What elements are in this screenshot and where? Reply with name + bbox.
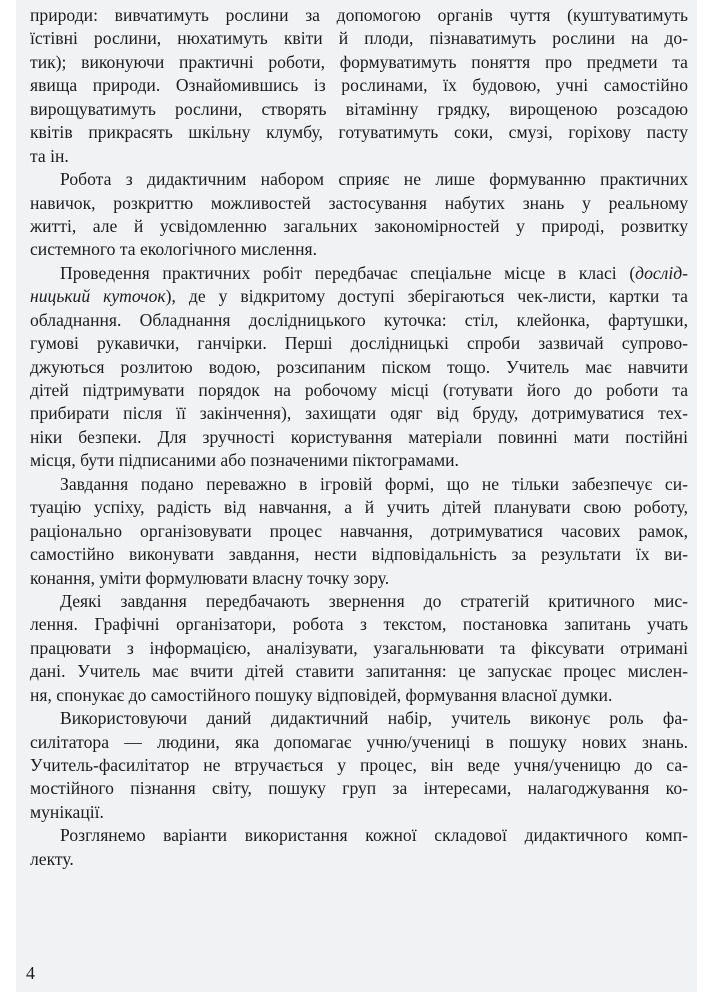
text-line: Використовуючи даний дидактичний набір, учитель виконує роль фа- (60, 708, 688, 729)
text-line: природи: вивчатимуть рослини за допомогою органів чуття (куштуватимуть (30, 5, 688, 25)
text-line: лекту. (30, 848, 74, 869)
text-line (30, 285, 688, 308)
text-line: лення. Графічні організатори, робота з текстом, постановка запитань учать (30, 614, 688, 635)
text-line: Завдання подано переважно в ігровій формі, що не тільки забезпечує си- (60, 473, 688, 494)
text-line: та ін. (30, 145, 69, 166)
text-line: їстівні рослини, нюхатимуть квіти й плоди, пізнаватимуть рослини на до- (30, 28, 688, 49)
text-line: мунікації. (30, 801, 104, 822)
text-line: конання, уміти формулювати власну точку зору. (30, 567, 390, 588)
text-line: прибирати після її закінчення), захищати одяг від бруду, дотримуватися тех- (30, 403, 688, 424)
page-number: 4 (26, 963, 35, 983)
text-line: Робота з дидактичним набором сприяє не лише формуванню практичних (60, 169, 688, 190)
paragraph (30, 473, 688, 590)
paragraph (30, 707, 688, 824)
text-line: вирощуватимуть рослини, створять вітамінну грядку, вирощеною розсадою (30, 98, 688, 119)
text-line: системного та екологічного мислення. (30, 239, 317, 260)
text-line: силітатора — людини, яка допомагає учню/учениці в пошуку нових знань. (30, 731, 688, 752)
text-line: місця, бути підписаними або позначеними піктограмами. (30, 450, 459, 471)
text-line: тик); виконуючи практичні роботи, формуватимуть поняття про предмети та (30, 51, 688, 72)
document-page (16, 0, 697, 992)
text-line: гумові рукавички, ганчірки. Перші дослідницькі спроби зазвичай супрово- (30, 333, 688, 354)
text-line: мостійного пізнання світу, пошуку груп за інтересами, налагоджування ко- (30, 778, 688, 799)
text-line: дані. Учитель має вчити дітей ставити запитання: це запускає процес мислен- (30, 661, 688, 682)
text-line: явища природи. Ознайомившись із рослинами, їх будовою, учні самостійно (30, 75, 688, 96)
paragraph (30, 824, 688, 871)
text-segment: ), де у відкритому доступі зберігаються чек-листи, картки та (165, 286, 688, 307)
text-line: ня, спонукає до самостійного пошуку відповідей, формування власної думки. (30, 684, 613, 705)
body-text (30, 4, 688, 871)
text-line: джуються розлитою водою, розсипаним піском тощо. Учитель має навчити (30, 356, 688, 377)
text-line: квітів прикрасять шкільну клумбу, готуватимуть соки, смузі, горіхову пасту (30, 122, 688, 143)
text-line: раціонально організовувати процес навчання, дотримуватися часових рамок, (30, 520, 688, 541)
paragraph (30, 4, 688, 168)
paragraph (30, 168, 688, 262)
paragraph (30, 262, 688, 473)
text-line: Розглянемо варіанти використання кожної складової дидактичного комп- (60, 825, 688, 846)
text-segment: Проведення практичних робіт передбачає спеціальне місце в класі ( (60, 262, 636, 283)
italic-term: дослід- (635, 262, 688, 283)
text-line: Деякі завдання передбачають звернення до стратегій критичного мис- (60, 590, 688, 611)
text-line: дітей підтримувати порядок на робочому місці (готувати його до роботи та (30, 380, 688, 400)
text-line: працювати з інформацією, аналізувати, узагальнювати та фіксувати отримані (30, 637, 688, 658)
italic-term: ницький куточок (30, 286, 166, 307)
paragraph (30, 590, 688, 707)
text-line: житті, але й усвідомленню загальних закономірностей у природі, розвитку (30, 215, 688, 236)
text-line: ніки безпеки. Для зручності користування матеріали повинні мати постійні (30, 426, 688, 447)
text-line: самостійно виконувати завдання, нести відповідальність за результати їх ви- (30, 544, 688, 565)
text-line: навичок, розкриттю можливостей застосування набутих знань у реальному (30, 192, 688, 213)
text-line: туацію успіху, радість від навчання, а й учить дітей планувати свою роботу, (30, 497, 688, 518)
text-line: Учитель-фасилітатор не втручається у процес, він веде учня/ученицю до са- (30, 755, 688, 775)
text-line: обладнання. Обладнання дослідницького куточка: стіл, клейонка, фартушки, (30, 309, 688, 330)
text-line (30, 262, 688, 285)
